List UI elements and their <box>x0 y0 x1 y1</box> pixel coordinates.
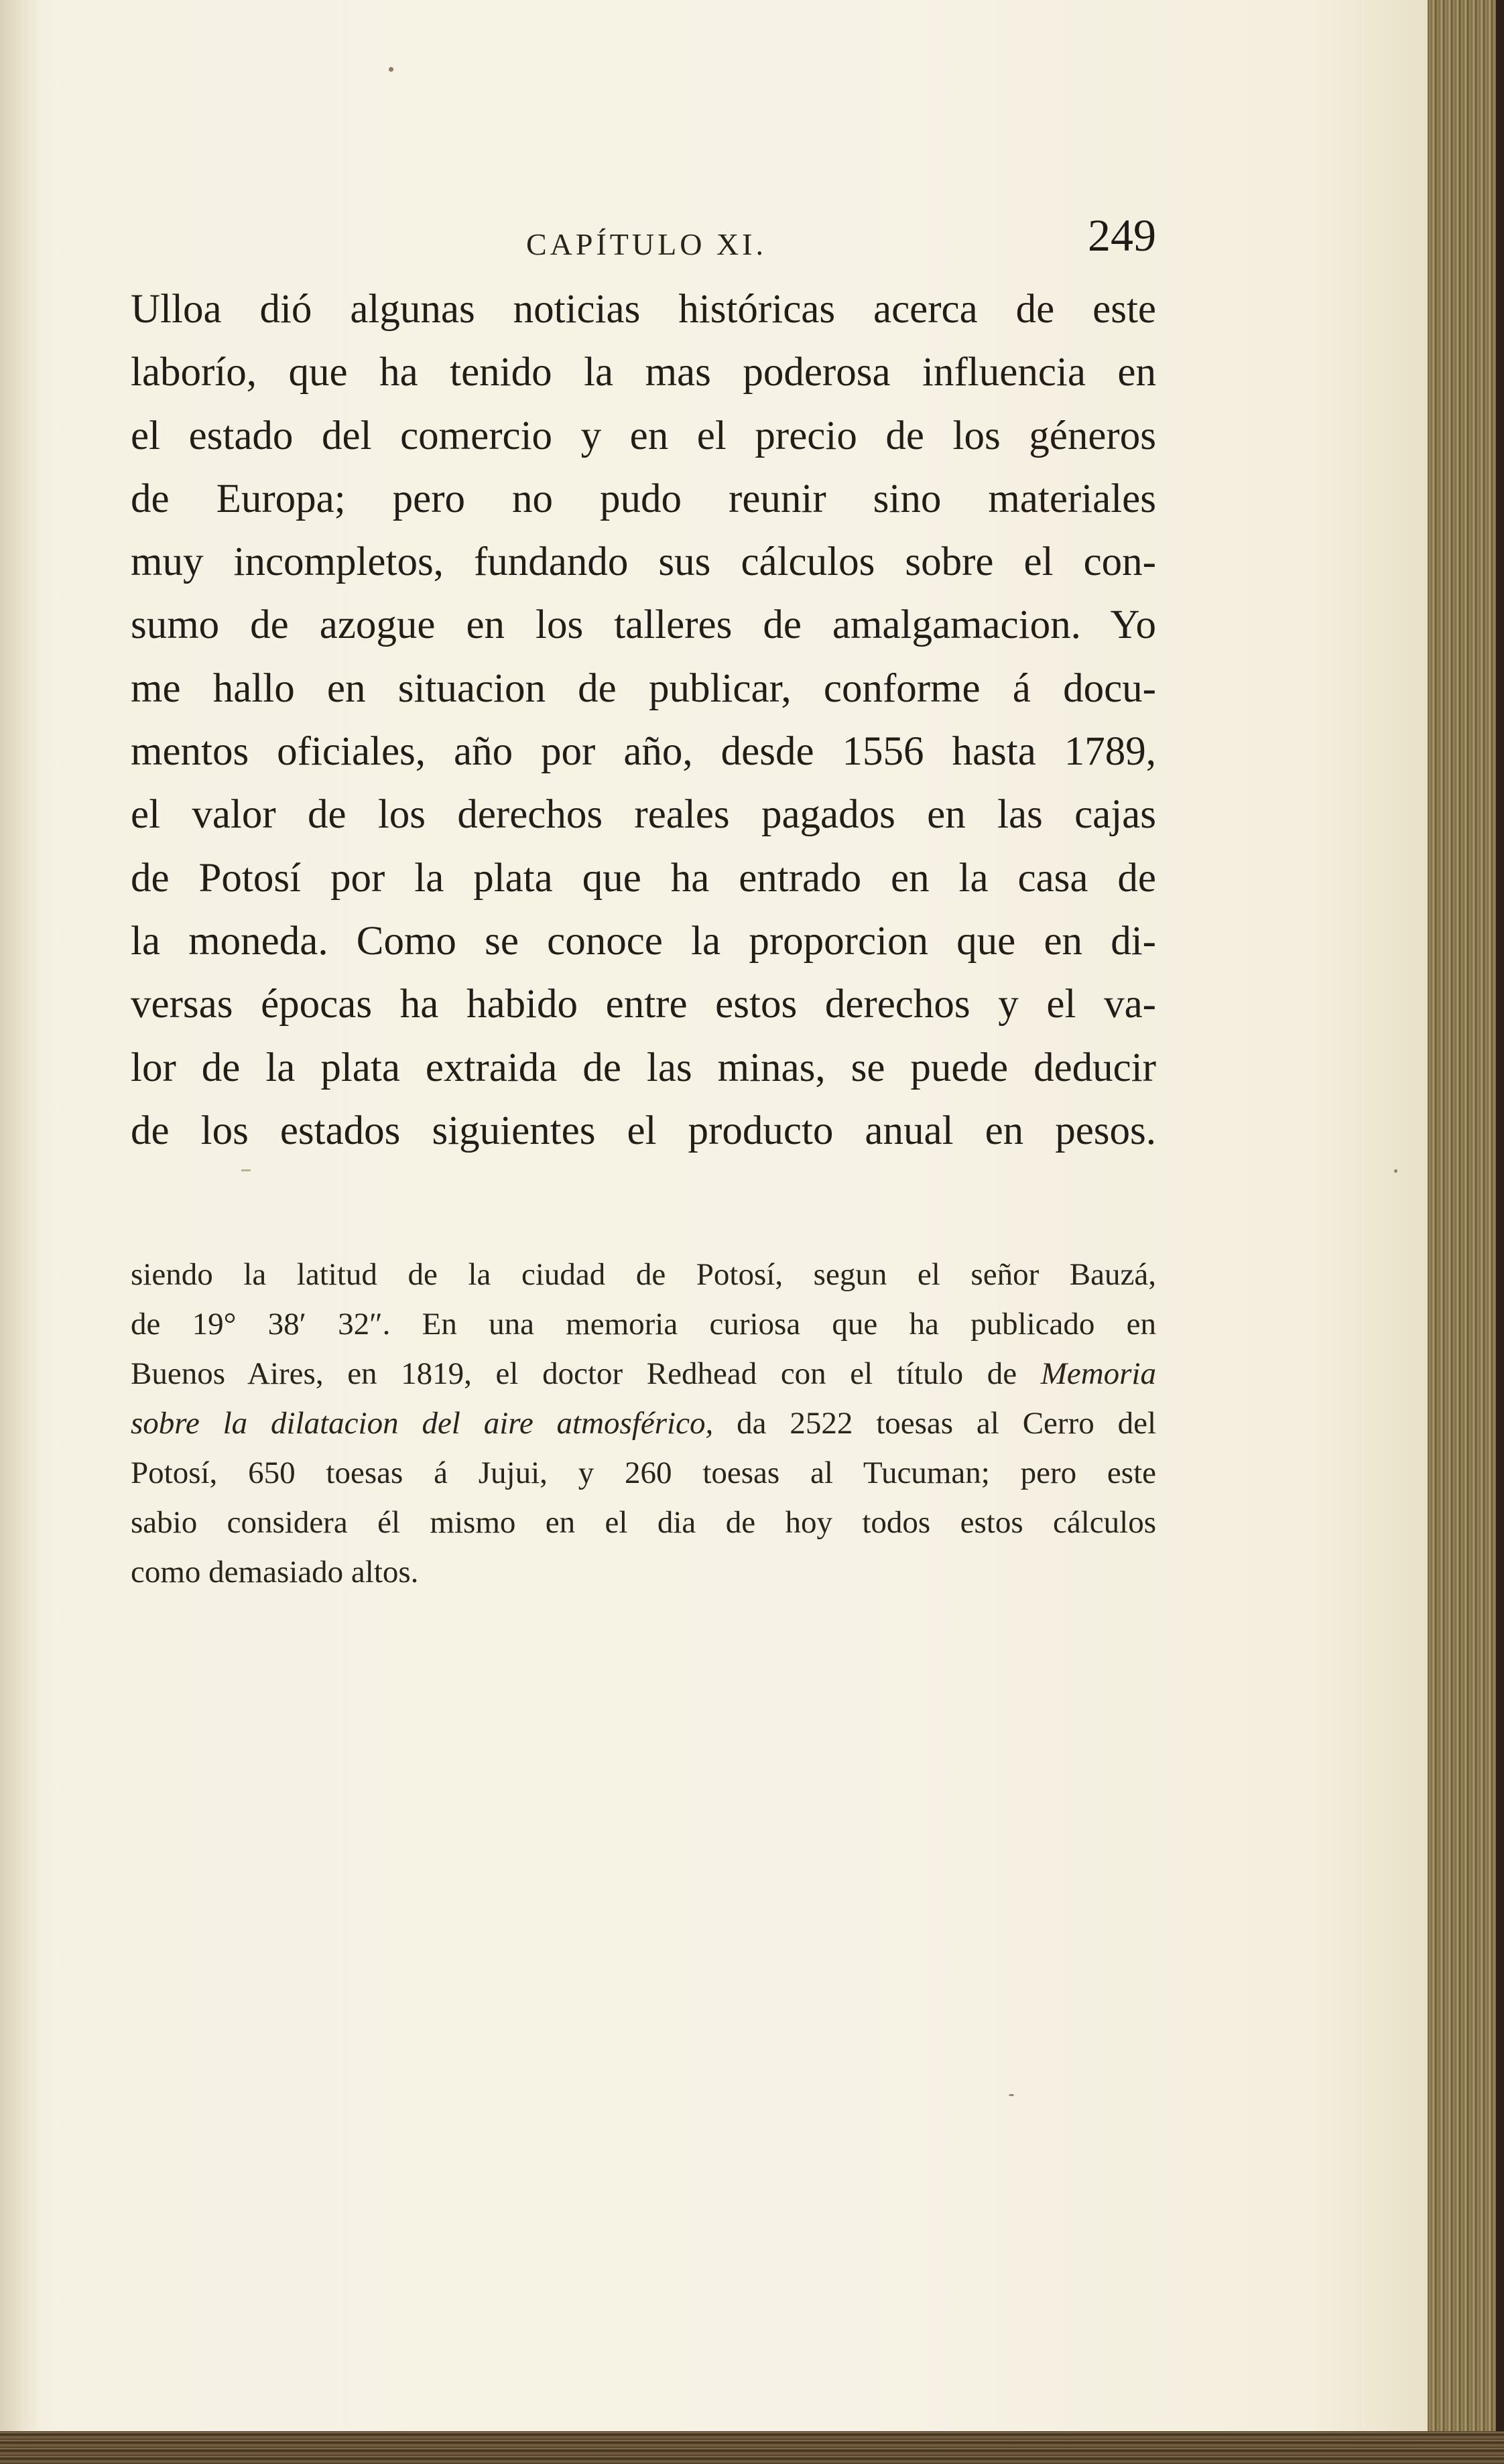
paper-speck <box>389 67 393 72</box>
footnote-line: como demasiado altos. <box>131 1555 419 1590</box>
chapter-heading: CAPÍTULO XI. <box>526 227 767 261</box>
separator-mark <box>241 1169 251 1171</box>
text-line: el valor de los derechos reales pagados en las cajas <box>131 792 1156 838</box>
footnote-italic-title: Memoria <box>1040 1356 1156 1391</box>
page-number: 249 <box>1088 210 1156 261</box>
footnote-italic-title: sobre la dilatacion del aire atmosférico, <box>131 1406 714 1441</box>
text-line: de los estados siguientes el producto anual en pesos. <box>131 1108 1156 1153</box>
text-line: Ulloa dió algunas noticias históricas acerca de este <box>131 287 1156 332</box>
text-line: la moneda. Como se conoce la proporcion que en di- <box>131 918 1156 964</box>
text-line: de Europa; pero no pudo reunir sino materiales <box>131 476 1156 521</box>
text-line: mentos oficiales, año por año, desde 1556 hasta 1789, <box>131 729 1156 775</box>
book-bottom-edge <box>0 2431 1504 2464</box>
paper-speck <box>1009 2094 1014 2096</box>
text-line: versas épocas ha habido entre estos derechos y el va- <box>131 982 1156 1027</box>
footnote-line: Potosí, 650 toesas á Jujui, y 260 toesas al Tucuman; pero este <box>131 1455 1156 1490</box>
main-text-block <box>131 278 1156 1163</box>
footnote-line <box>131 1399 1156 1448</box>
text-line: de Potosí por la plata que ha entrado en la casa de <box>131 855 1156 901</box>
paper-speck <box>1394 1169 1397 1173</box>
footnote-line: de 19° 38′ 32″. En una memoria curiosa que ha publicado en <box>131 1307 1156 1342</box>
text-line: sumo de azogue en los talleres de amalgamacion. Yo <box>131 602 1156 648</box>
page-gutter-shadow <box>0 0 40 2439</box>
footnote-block <box>131 1250 1156 1597</box>
footnote-text: da 2522 toesas al Cerro del <box>737 1406 1156 1441</box>
text-line: lor de la plata extraida de las minas, se puede deducir <box>131 1045 1156 1090</box>
footnote-line: sabio considera él mismo en el dia de hoy todos estos cálculos <box>131 1505 1156 1540</box>
text-line: laborío, que ha tenido la mas poderosa influencia en <box>131 350 1156 395</box>
running-header <box>131 201 1156 268</box>
footnote-line <box>131 1349 1156 1399</box>
text-line: muy incompletos, fundando sus cálculos sobre el con- <box>131 539 1156 585</box>
text-line: el estado del comercio y en el precio de los géneros <box>131 413 1156 458</box>
text-line: me hallo en situacion de publicar, conforme á docu- <box>131 665 1156 711</box>
footnote-text: Buenos Aires, en 1819, el doctor Redhead con el título de <box>131 1356 1017 1391</box>
book-page-edges <box>1428 0 1504 2464</box>
footnote-line: siendo la latitud de la ciudad de Potosí, segun el señor Bauzá, <box>131 1257 1156 1292</box>
book-cover-edge <box>1496 0 1504 2464</box>
